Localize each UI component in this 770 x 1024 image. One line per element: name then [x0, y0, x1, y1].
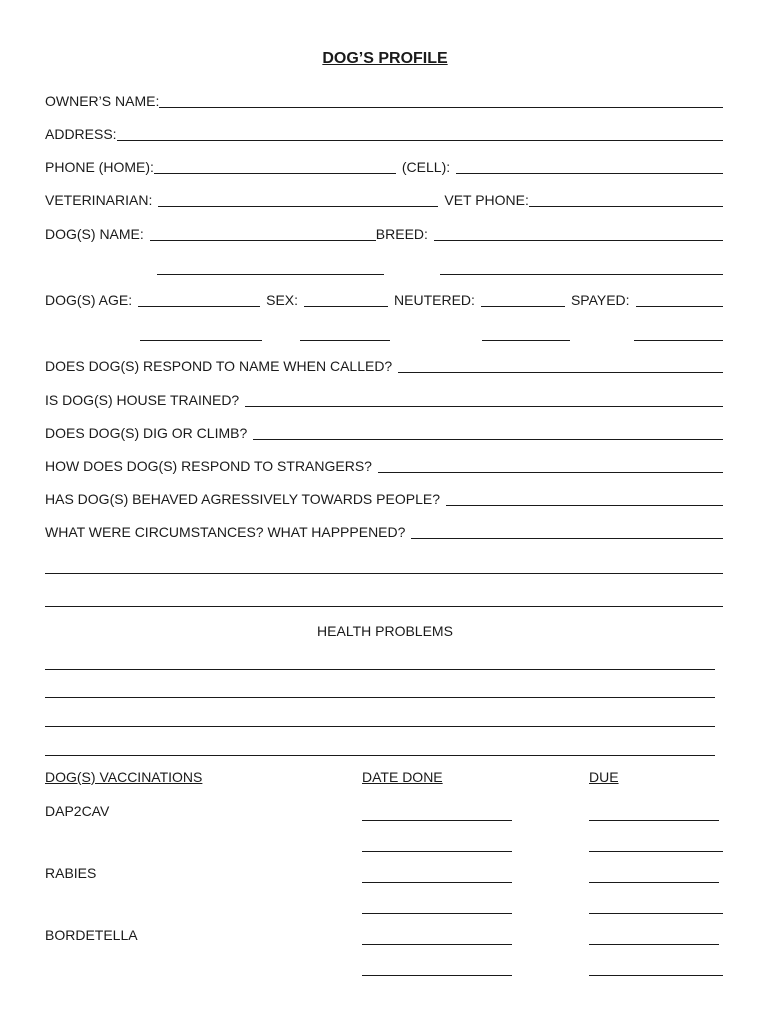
bordetella-date-field-2[interactable] — [362, 975, 512, 976]
cell-field[interactable] — [456, 172, 723, 174]
form-title: DOG’S PROFILE — [322, 50, 448, 67]
vet-phone-field[interactable] — [529, 205, 723, 207]
owner-name-field[interactable] — [159, 106, 723, 108]
strangers-question: HOW DOES DOG(S) RESPOND TO STRANGERS? — [45, 458, 372, 474]
address-field[interactable] — [117, 139, 723, 141]
cell-label: (CELL): — [401, 159, 451, 175]
circumstances-row — [45, 521, 723, 543]
aggressive-field[interactable] — [446, 504, 723, 506]
dog-age-field[interactable] — [138, 305, 260, 307]
dig-climb-row — [45, 422, 723, 444]
spayed-field-2[interactable] — [634, 340, 723, 341]
vaccinations-column-header: DOG(S) VACCINATIONS — [45, 769, 203, 785]
circumstances-line-3[interactable] — [45, 606, 723, 607]
vaccine-bordetella: BORDETELLA — [45, 927, 138, 943]
bordetella-date-field[interactable] — [362, 944, 512, 945]
dap2cav-date-field-2[interactable] — [362, 851, 512, 852]
breed-field[interactable] — [434, 239, 723, 241]
veterinarian-field[interactable] — [158, 205, 438, 207]
address-label: ADDRESS: — [45, 126, 117, 142]
health-line-1[interactable] — [45, 669, 715, 670]
sex-field-2[interactable] — [300, 340, 390, 341]
address-row — [45, 123, 723, 145]
neutered-field[interactable] — [481, 305, 565, 307]
phone-home-field[interactable] — [154, 172, 396, 174]
house-trained-row — [45, 389, 723, 411]
veterinarian-label: VETERINARIAN: — [45, 192, 153, 208]
spayed-label: SPAYED: — [570, 292, 630, 308]
neutered-field-2[interactable] — [482, 340, 570, 341]
dog-name-field-2[interactable] — [157, 274, 384, 275]
aggressive-row — [45, 488, 723, 510]
owner-name-label: OWNER’S NAME: — [45, 93, 160, 109]
respond-name-question: DOES DOG(S) RESPOND TO NAME WHEN CALLED? — [45, 358, 393, 374]
aggressive-question: HAS DOG(S) BEHAVED AGRESSIVELY TOWARDS PEOPLE? — [45, 491, 440, 507]
health-line-2[interactable] — [45, 697, 715, 698]
bordetella-due-field-2[interactable] — [589, 975, 723, 976]
sex-field[interactable] — [304, 305, 388, 307]
strangers-row — [45, 455, 723, 477]
spayed-field[interactable] — [636, 305, 723, 307]
bordetella-due-field[interactable] — [589, 944, 719, 945]
dig-climb-question: DOES DOG(S) DIG OR CLIMB? — [45, 425, 248, 441]
rabies-date-field-2[interactable] — [362, 913, 512, 914]
owner-name-row — [45, 90, 723, 112]
house-trained-question: IS DOG(S) HOUSE TRAINED? — [45, 392, 240, 408]
dap2cav-due-field-2[interactable] — [589, 851, 723, 852]
dap2cav-date-field[interactable] — [362, 820, 512, 821]
veterinarian-row — [45, 189, 723, 211]
respond-name-field[interactable] — [398, 371, 723, 373]
health-line-4[interactable] — [45, 755, 715, 756]
sex-label: SEX: — [266, 292, 299, 308]
breed-field-2[interactable] — [440, 274, 723, 275]
house-trained-field[interactable] — [245, 405, 723, 407]
strangers-field[interactable] — [378, 471, 723, 473]
dap2cav-due-field[interactable] — [589, 820, 719, 821]
health-line-3[interactable] — [45, 726, 715, 727]
health-problems-heading: HEALTH PROBLEMS — [317, 623, 453, 639]
dig-climb-field[interactable] — [253, 438, 723, 440]
circumstances-line-2[interactable] — [45, 573, 723, 574]
circumstances-field[interactable] — [411, 537, 723, 539]
vaccine-rabies: RABIES — [45, 865, 97, 881]
dog-name-field[interactable] — [150, 239, 376, 241]
dog-age-label: DOG(S) AGE: — [45, 292, 133, 308]
phone-home-label: PHONE (HOME): — [45, 159, 154, 175]
dog-details-row — [45, 289, 723, 311]
respond-name-row — [45, 355, 723, 377]
circumstances-question: WHAT WERE CIRCUMSTANCES? WHAT HAPPPENED? — [45, 524, 406, 540]
rabies-due-field[interactable] — [589, 882, 719, 883]
neutered-label: NEUTERED: — [394, 292, 475, 308]
rabies-due-field-2[interactable] — [589, 913, 723, 914]
phone-row — [45, 156, 723, 178]
dog-name-row — [45, 223, 723, 245]
due-column-header: DUE — [589, 769, 619, 785]
rabies-date-field[interactable] — [362, 882, 512, 883]
date-done-column-header: DATE DONE — [362, 769, 443, 785]
vaccine-dap2cav: DAP2CAV — [45, 803, 110, 819]
dog-age-field-2[interactable] — [140, 340, 262, 341]
dog-name-label: DOG(S) NAME: — [45, 226, 144, 242]
breed-label: BREED: — [375, 226, 428, 242]
vet-phone-label: VET PHONE: — [444, 192, 529, 208]
